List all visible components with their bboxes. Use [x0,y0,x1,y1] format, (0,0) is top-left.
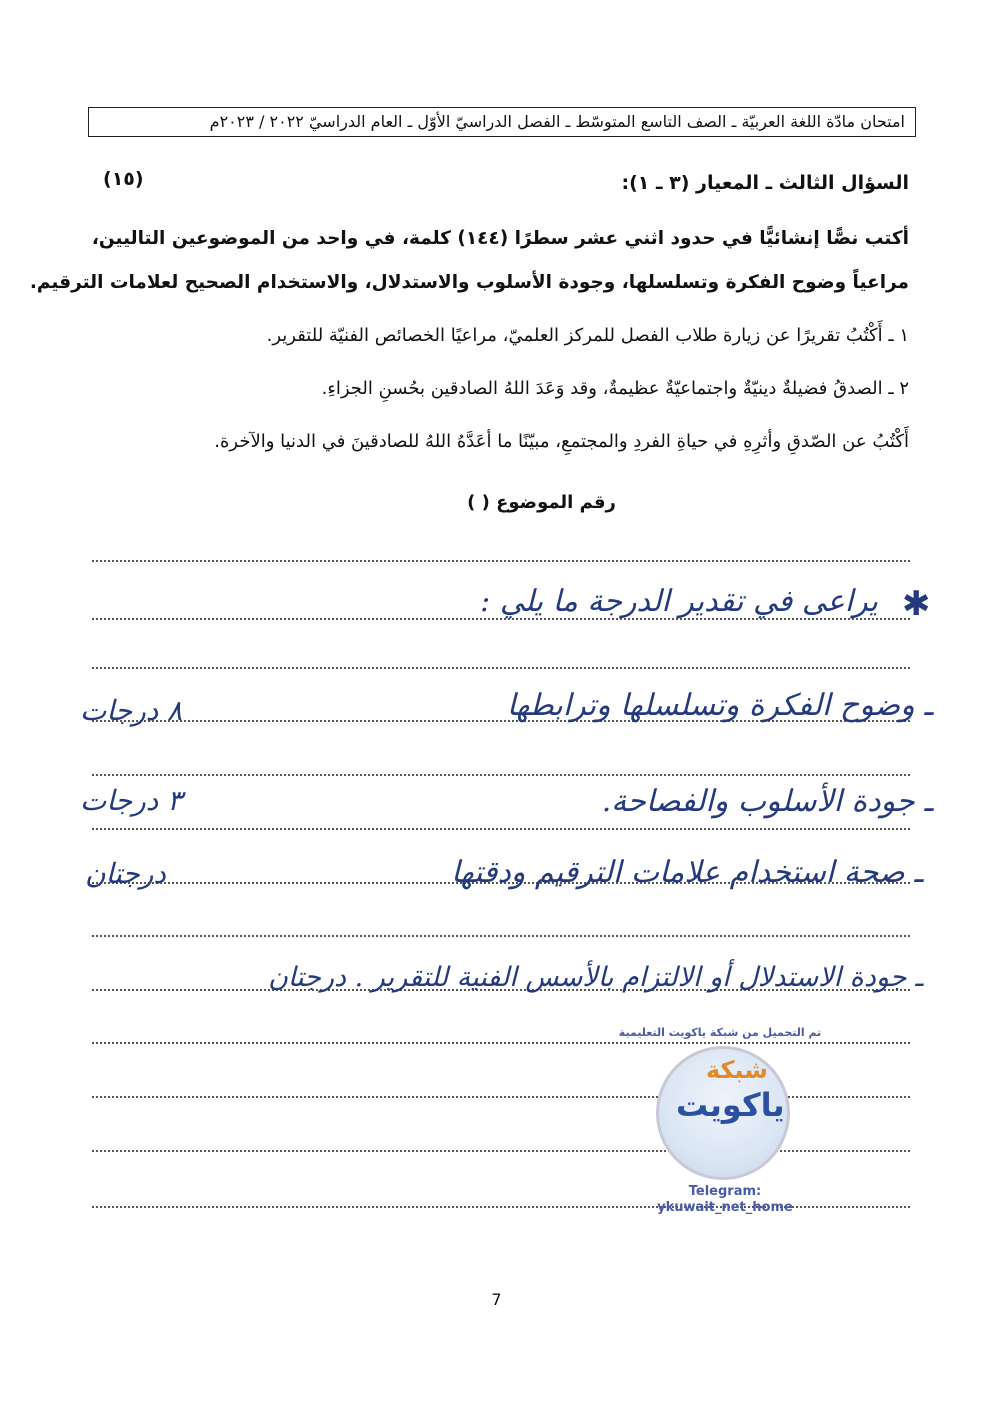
watermark-brand-main: ياكويت [676,1086,785,1124]
writing-line [92,667,910,669]
exam-header-text: امتحان مادّة اللغة العربيّة ـ الصف التاسع المتوسّط ـ الفصل الدراسيّ الأوّل ـ العام الدراسيّ ٢٠٢٢ / ٢٠٢٣م [209,112,905,131]
topic-1: ١ ـ أَكْتُبُ تقريرًا عن زيارة طلاب الفصل للمركز العلميّ، مراعيًا الخصائص الفنيّة للتقرير. [266,325,909,346]
telegram-label: Telegram: [688,1184,762,1199]
writing-line [92,1042,910,1044]
handwritten-marks-4: درجتان [85,857,166,890]
topic-number-label: رقم الموضوع ( ) [467,492,616,513]
handwritten-line-4: ـ صحة استخدام علامات الترقيم ودقتها [451,855,923,890]
question-title: السؤال الثالث ـ المعيار (٣ ـ ١): [621,172,909,194]
handwritten-line-5: ـ جودة الاستدلال أو الالتزام بالأسس الفنية للتقرير . درجتان [268,962,923,993]
instruction-line-1: أكتب نصًّا إنشائيًّا في حدود اثني عشر سطرًا (١٤٤) كلمة، في واحد من الموضوعين التاليين، [91,228,909,249]
writing-line [92,560,910,562]
handwritten-line-3: ـ جودة الأسلوب والفصاحة. [601,784,933,819]
watermark-download-text: تم التحميل من شبكة ياكويت التعليمية [618,1026,822,1039]
watermark-brand-top: شبكة [706,1056,768,1084]
writing-line [92,774,910,776]
instruction-line-2: مراعياً وضوح الفكرة وتسلسلها، وجودة الأسلوب والاستدلال، والاستخدام الصحيح لعلامات الترقيم. [29,272,909,293]
writing-line [92,828,910,830]
topic-2-continuation: أَكْتُبُ عن الصّدقِ وأثرِهِ في حياةِ الفردِ والمجتمعِ، مبيّنًا ما أعَدَّهُ اللهُ للصادقينَ في الدنيا والآخرة. [214,431,909,452]
watermark-telegram [600,1184,850,1216]
exam-header [88,107,916,137]
question-score: (١٥) [103,168,144,190]
page-number: 7 [491,1290,502,1309]
handwritten-marks-2: ٨ درجات [80,694,183,727]
handwritten-line-2: ـ وضوح الفكرة وتسلسلها وترابطها [506,688,933,723]
writing-line [92,935,910,937]
handwritten-marks-3: ٣ درجات [80,784,183,817]
handwritten-line-1: يراعى في تقدير الدرجة ما يلي : [480,584,878,619]
star-mark-icon: ✱ [902,584,931,624]
telegram-handle: ykuwait_net_home [657,1200,793,1215]
writing-line [92,1150,910,1152]
topic-2: ٢ ـ الصدقُ فضيلةٌ دينيّةٌ واجتماعيّةٌ عظيمةٌ، وقد وَعَدَ اللهُ الصادقين بحُسنِ الجزاءِ. [321,378,909,399]
